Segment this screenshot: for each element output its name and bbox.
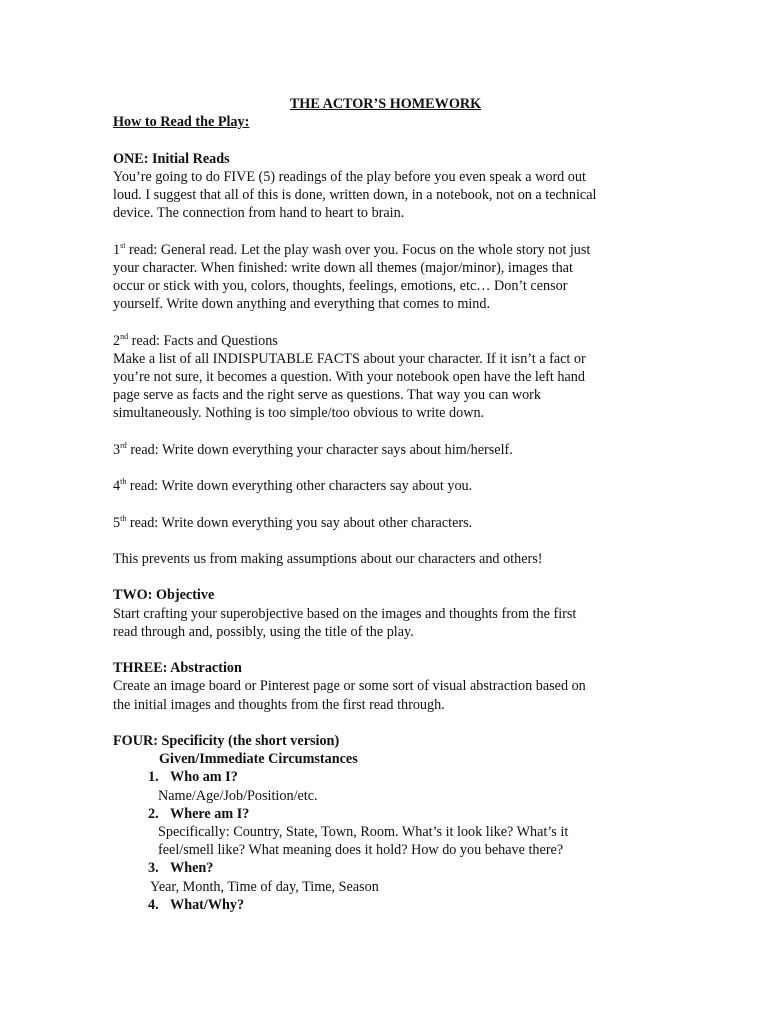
document-subtitle: How to Read the Play:: [113, 114, 250, 131]
list-label: When?: [170, 860, 214, 877]
ordinal-suffix: th: [120, 477, 127, 487]
read-2-line: [113, 332, 658, 350]
list-number: 1.: [148, 769, 159, 786]
list-label: Where am I?: [170, 805, 250, 822]
ordinal-suffix: nd: [120, 331, 129, 341]
document-title: THE ACTOR’S HOMEWORK: [289, 96, 482, 112]
read-2-line: you’re not sure, it becomes a question. With your notebook open have the left hand: [113, 369, 585, 385]
ordinal-suffix: st: [120, 240, 126, 250]
section-three-heading: THREE: Abstraction: [113, 660, 242, 677]
list-number: 3.: [148, 860, 159, 877]
section-four-subheading: Given/Immediate Circumstances: [159, 751, 358, 768]
intro-line: device. The connection from hand to heart to brain.: [113, 205, 405, 222]
section-two-heading: TWO: Objective: [113, 587, 215, 604]
read-2-line: simultaneously. Nothing is too simple/too obvious to write down.: [113, 405, 485, 422]
section-one-heading: ONE: Initial Reads: [113, 150, 230, 167]
intro-line: You’re going to do FIVE (5) readings of the play before you even speak a word out: [113, 168, 586, 185]
read-2-line: Make a list of all INDISPUTABLE FACTS about your character. If it isn’t a fact or: [113, 350, 586, 367]
section-two-line: read through and, possibly, using the title of the play.: [113, 623, 414, 640]
read-1-line: [113, 241, 658, 259]
read-3-line: [113, 441, 658, 459]
ordinal-suffix: rd: [120, 440, 127, 450]
read-5-line: [113, 514, 658, 532]
read-number: 3: [113, 441, 121, 458]
read-4-line: [113, 477, 658, 495]
section-two-line: Start crafting your superobjective based on the images and thoughts from the first: [113, 605, 577, 622]
list-number: 4.: [148, 896, 159, 913]
list-detail: feel/smell like? What meaning does it hold? How do you behave there?: [158, 842, 564, 859]
section-four-heading: FOUR: Specificity (the short version): [113, 732, 340, 749]
list-number: 2.: [148, 805, 159, 822]
read-2-line: page serve as facts and the right serve as questions. That way you can work: [113, 387, 541, 404]
list-label: What/Why?: [170, 896, 245, 913]
list-detail: Specifically: Country, State, Town, Room. What’s it look like? What’s it: [158, 823, 569, 840]
list-detail: Year, Month, Time of day, Time, Season: [150, 878, 379, 895]
list-item: [113, 896, 658, 914]
read-text: read: Facts and Questions: [128, 332, 278, 349]
document-page: [113, 95, 658, 914]
section-three-line: the initial images and thoughts from the first read through.: [113, 696, 445, 713]
read-number: 1: [113, 241, 121, 258]
section-three-line: Create an image board or Pinterest page or some sort of visual abstraction based on: [113, 678, 586, 695]
closing-line: This prevents us from making assumptions about our characters and others!: [113, 550, 543, 567]
list-item: [113, 768, 658, 786]
read-1-line: your character. When finished: write down all themes (major/minor), images that: [113, 259, 573, 276]
read-text: read: Write down everything you say about other characters.: [126, 514, 473, 531]
intro-line: loud. I suggest that all of this is done, written down, in a notebook, not on a technical: [113, 187, 597, 203]
list-item: [113, 859, 658, 877]
list-label: Who am I?: [170, 769, 238, 786]
read-number: 5: [113, 514, 121, 531]
list-item: [113, 805, 658, 823]
read-text: read: Write down everything your character says about him/herself.: [126, 441, 513, 458]
read-number: 2: [113, 332, 121, 349]
read-number: 4: [113, 478, 121, 495]
ordinal-suffix: th: [120, 513, 127, 523]
read-text: read: Write down everything other characters say about you.: [126, 478, 473, 495]
list-detail: Name/Age/Job/Position/etc.: [158, 787, 318, 804]
read-text: read: General read. Let the play wash over you. Focus on the whole story not just: [125, 241, 591, 258]
read-1-line: yourself. Write down anything and everything that comes to mind.: [113, 296, 491, 313]
read-1-line: occur or stick with you, colors, thoughts, feelings, emotions, etc… Don’t censor: [113, 278, 568, 294]
